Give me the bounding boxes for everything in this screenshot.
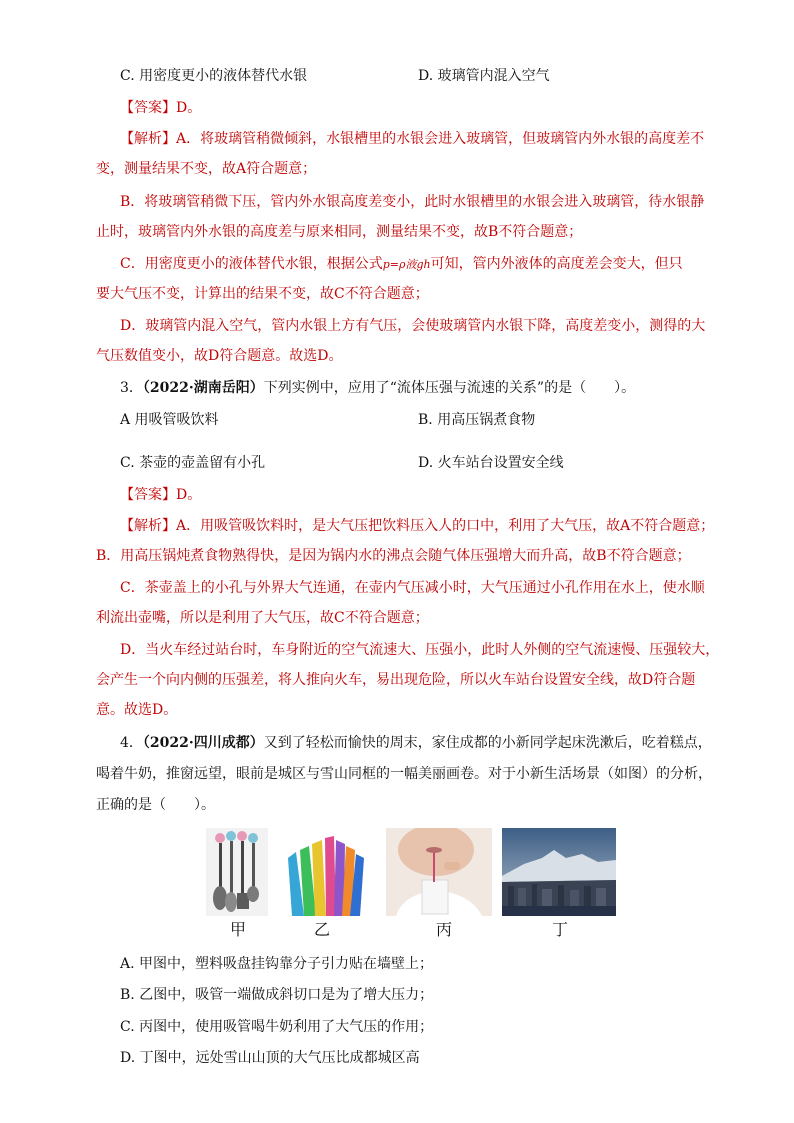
q4-option-b: B. 乙图中，吸管一端做成斜切口是为了增大压力； (120, 987, 434, 1003)
q2-explanation-a-line1: 【解析】A．将玻璃管稍微倾斜，水银槽里的水银会进入玻璃管，但玻璃管内外水银的高度差不 (120, 131, 705, 147)
q2-explanation-d-line2: 气压数值变小，故D符合题意。故选D。 (96, 348, 343, 364)
q2-explanation-a-line2: 变，测量结果不变，故A符合题意； (96, 161, 317, 177)
q3-explanation-d-line3: 意。故选D。 (96, 702, 178, 718)
caption-bing: 丙 (436, 920, 453, 939)
q3-option-d: D. 火车站台设置安全线 (418, 455, 564, 471)
q3-option-a: A 用吸管吸饮料 (120, 412, 219, 428)
q2-option-c: C. 用密度更小的液体替代水银 (120, 68, 308, 84)
q3-explanation-d-line2: 会产生一个向内侧的压强差，将人推向火车，易出现危险，所以火车站台设置安全线，故D符合题 (96, 672, 696, 688)
city-mountain-photo (502, 828, 616, 916)
q2-explanation-c-line1: C．用密度更小的液体替代水银，根据公式p=ρ液gh可知，管内外液体的高度差会变大，但只 (120, 256, 683, 272)
q3-option-b: B. 用高压锅煮食物 (418, 412, 536, 428)
utensils-photo (206, 828, 268, 916)
q2-option-d: D. 玻璃管内混入空气 (418, 68, 550, 84)
q3-explanation-c-line1: C．茶壶盖上的小孔与外界大气连通，在壶内气压减小时，大气压通过小孔作用在水上，使水顺 (120, 580, 705, 596)
q2-explanation-c-line2: 要大气压不变，计算出的结果不变，故C不符合题意； (96, 286, 429, 302)
q3-explanation-a: 【解析】A．用吸管吸饮料时，是大气压把饮料压入人的口中，利用了大气压，故A不符合题意； (120, 518, 715, 534)
q4-stem-line3: 正确的是（ ）。 (96, 797, 215, 813)
q2-explanation-d-line1: D．玻璃管内混入空气，管内水银上方有气压，会使玻璃管内水银下降，高度差变小，测得的大 (120, 318, 706, 334)
q3-explanation-b: B．用高压锅炖煮食物熟得快，是因为锅内水的沸点会随气体压强增大而升高，故B不符合题意； (96, 548, 691, 564)
explanation-label: 【解析】 (120, 131, 176, 147)
milk-photo (386, 828, 492, 916)
q3-explanation-d-line1: D．当火车经过站台时，车身附近的空气流速大、压强小，此时人外侧的空气流速慢、压强较大， (120, 642, 720, 658)
q3-option-c: C. 茶壶的壶盖留有小孔 (120, 455, 266, 471)
q2-explanation-b-line1: B．将玻璃管稍微下压，管内外水银高度差变小，此时水银槽里的水银会进入玻璃管，待水银静 (120, 194, 705, 210)
q3-explanation-c-line2: 利流出壶嘴，所以是利用了大气压，故C不符合题意； (96, 610, 429, 626)
q4-option-d: D. 丁图中，远处雪山山顶的大气压比成都城区高 (120, 1050, 420, 1066)
q2-explanation-b-line2: 止时，玻璃管内外水银的高度差与原来相同，测量结果不变，故B不符合题意； (96, 224, 583, 240)
q3-answer: 【答案】D。 (120, 487, 202, 503)
q4-stem-line2: 喝着牛奶，推窗远望，眼前是城区与雪山同框的一幅美丽画卷。对于小新生活场景（如图）的分析， (96, 766, 712, 782)
q4-stem-line1: 4．（2022·四川成都）又到了轻松而愉快的周末，家住成都的小新同学起床洗漱后，吃着糕点， (120, 735, 712, 751)
q2-answer: 【答案】D。 (120, 100, 202, 116)
caption-jia: 甲 (230, 920, 247, 939)
explanation-label: 【解析】 (120, 518, 176, 534)
straws-photo (282, 828, 370, 916)
q3-stem: 3．（2022·湖南岳阳）下列实例中，应用了“流体压强与流速的关系”的是（ ）。 (120, 380, 636, 396)
q4-option-a: A. 甲图中，塑料吸盘挂钩靠分子引力贴在墙壁上； (120, 956, 434, 972)
caption-yi: 乙 (314, 920, 331, 939)
q3-source: （2022·湖南岳阳） (142, 380, 264, 396)
formula: p=ρ液gh (382, 258, 431, 271)
q4-option-c: C. 丙图中，使用吸管喝牛奶利用了大气压的作用； (120, 1019, 434, 1035)
caption-ding: 丁 (552, 920, 569, 939)
q4-source: （2022·四川成都） (142, 735, 264, 751)
